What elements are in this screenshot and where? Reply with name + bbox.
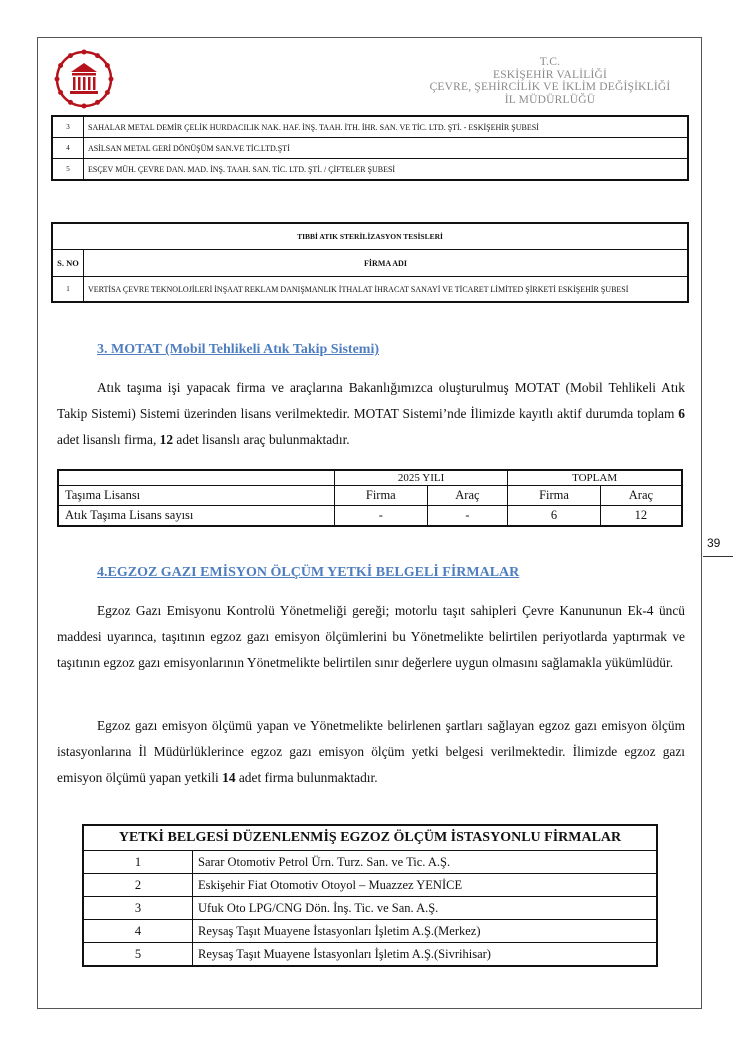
para-text: Egzoz Gazı Emisyonu Kontrolü Yönetmeliği gereği; motorlu taşıt sahipleri Çevre Kanununun Ek-4 üncü maddesi uyarınca, taşıtının egzoz gazı emisyon ölçümlerini bu Yönetmelikte belirtilen periyotlarda yaptırmak ve taşıtının egzoz gazı emisyonlarının Yönetmelikte belirtilen sınır değerlere uygun olmasını sağlamakla yükümlüdür. <box>57 603 685 670</box>
header-line-2: ESKİŞEHİR VALİLİĞİ <box>492 68 608 81</box>
firm-name: Eskişehir Fiat Otomotiv Otoyol – Muazzez YENİCE <box>193 874 658 897</box>
table-row <box>83 943 657 967</box>
row-number: 3 <box>52 116 84 138</box>
section4-heading: 4.EGZOZ GAZI EMİSYON ÖLÇÜM YETKİ BELGELİ FİRMALAR <box>97 565 520 580</box>
row-number: 4 <box>83 920 193 943</box>
vehicle-count: 12 <box>159 432 174 447</box>
table-row <box>52 138 688 159</box>
year-firma-value: - <box>335 506 428 527</box>
col-arac: Araç <box>600 486 682 506</box>
medical-waste-table <box>51 222 689 303</box>
year-header: 2025 YILI <box>335 470 508 486</box>
firm-name: SAHALAR METAL DEMİR ÇELİK HURDACILIK NAK. HAF. İNŞ. TAAH. İTH. İHR. SAN. VE TİC. LTD. ŞTİ. - ESKİŞEHİR ŞUBESİ <box>84 116 689 138</box>
page-number-rule <box>703 556 733 557</box>
total-header: TOPLAM <box>508 470 682 486</box>
table-row <box>83 851 657 874</box>
recycling-firms-table <box>51 115 689 181</box>
table-row <box>52 277 688 303</box>
section3-paragraph <box>57 375 685 453</box>
table-row <box>52 159 688 181</box>
row-number: 2 <box>83 874 193 897</box>
col-arac: Araç <box>427 486 508 506</box>
emission-table-title: YETKİ BELGESİ DÜZENLENMİŞ EGZOZ ÖLÇÜM İSTASYONLU FİRMALAR <box>83 825 657 851</box>
col-header-no: S. NO <box>52 250 84 277</box>
para-text: adet firma bulunmaktadır. <box>235 770 378 785</box>
firm-name: ASİLSAN METAL GERİ DÖNÜŞÜM SAN.VE TİC.LTD.ŞTİ <box>84 138 689 159</box>
section4-paragraph-1 <box>57 598 685 676</box>
firm-name: Sarar Otomotiv Petrol Ürn. Turz. San. ve Tic. A.Ş. <box>193 851 658 874</box>
row-number: 1 <box>83 851 193 874</box>
total-arac-value: 12 <box>600 506 682 527</box>
row-number: 4 <box>52 138 84 159</box>
section4-paragraph-2 <box>57 713 685 791</box>
row-number: 5 <box>52 159 84 181</box>
para-text: Atık taşıma işi yapacak firma ve araçlarına Bakanlığımızca oluşturulmuş MOTAT (Mobil Tehlikeli Atık Takip Sistemi) Sistemi üzerinden lisans verilmektedir. MOTAT Sistemi’nde İlimizde kayıtlı aktif durumda toplam <box>57 380 685 421</box>
firm-name: VERTİSA ÇEVRE TEKNOLOJİLERİ İNŞAAT REKLAM DANIŞMANLIK İTHALAT İHRACAT SANAYİ VE TİCARET LİMİTED ŞİRKETİ ESKİŞEHİR ŞUBESİ <box>84 277 689 303</box>
firm-name: Ufuk Oto LPG/CNG Dön. İnş. Tic. ve San. A.Ş. <box>193 897 658 920</box>
motat-license-table <box>57 469 683 527</box>
row-number: 1 <box>52 277 84 303</box>
emission-stations-table <box>82 824 658 967</box>
section3-heading: 3. MOTAT (Mobil Tehlikeli Atık Takip Sistemi) <box>97 342 380 357</box>
medical-table-title: TIBBİ ATIK STERİLİZASYON TESİSLERİ <box>52 223 688 250</box>
firm-name: Reysaş Taşıt Muayene İstasyonları İşletim A.Ş.(Merkez) <box>193 920 658 943</box>
row-label: Atık Taşıma Lisans sayısı <box>58 506 335 527</box>
page-number: 39 <box>707 536 721 550</box>
firm-count: 6 <box>678 406 685 421</box>
col-firma: Firma <box>508 486 601 506</box>
row-number: 3 <box>83 897 193 920</box>
table-row <box>52 116 688 138</box>
ministry-header <box>400 56 700 106</box>
row-label: Taşıma Lisansı <box>58 486 335 506</box>
firm-count: 14 <box>222 770 236 785</box>
para-text: adet lisanslı araç bulunmaktadır. <box>173 432 350 447</box>
para-text: Egzoz gazı emisyon ölçümü yapan ve Yönetmelikte belirlenen şartları sağlayan egzoz gazı emisyon ölçüm istasyonlarına İl Müdürlüklerince egzoz gazı emisyon ölçüm yetki belgesi verilmektedir. İlimizde egzoz gazı emisyon ölçümü yapan yetkili <box>57 718 685 785</box>
firm-name: ESÇEV MÜH. ÇEVRE DAN. MAD. İNŞ. TAAH. SAN. TİC. LTD. ŞTİ. / ÇİFTELER ŞUBESİ <box>84 159 689 181</box>
header-line-3: ÇEVRE, ŞEHİRCİLİK VE İKLİM DEĞİŞİKLİĞİ <box>429 81 671 93</box>
total-firma-value: 6 <box>508 506 601 527</box>
header-line-1: T.C. <box>539 56 561 68</box>
para-text: adet lisanslı firma, <box>57 432 160 447</box>
table-row <box>83 920 657 943</box>
year-arac-value: - <box>427 506 508 527</box>
header-line-4: İL MÜDÜRLÜĞÜ <box>504 93 596 106</box>
table-row <box>83 897 657 920</box>
row-number: 5 <box>83 943 193 967</box>
table-row <box>83 874 657 897</box>
col-header-name: FİRMA ADI <box>84 250 689 277</box>
ministry-logo-icon <box>53 48 115 110</box>
col-firma: Firma <box>335 486 428 506</box>
firm-name: Reysaş Taşıt Muayene İstasyonları İşletim A.Ş.(Sivrihisar) <box>193 943 658 967</box>
